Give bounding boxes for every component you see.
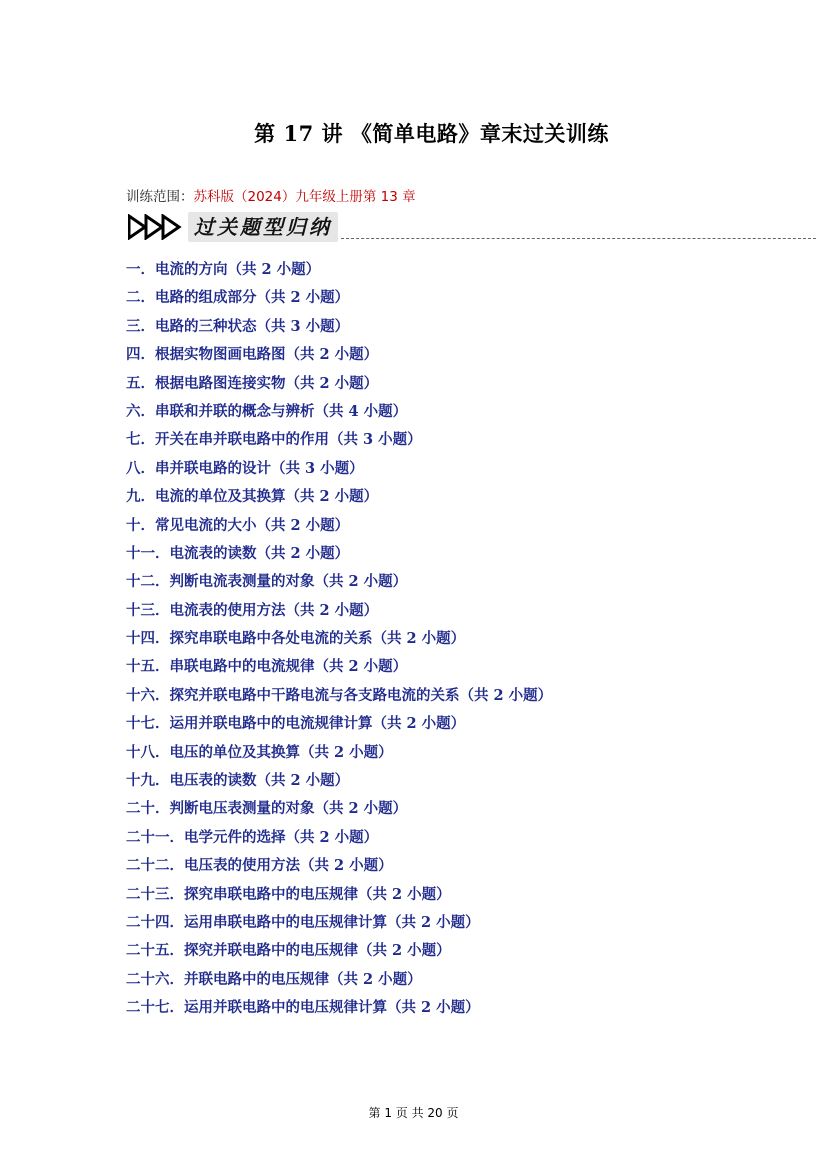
topic-item[interactable]: 二十一．电学元件的选择（共 2 小题） — [126, 828, 379, 846]
training-scope-value: 苏科版（2024）九年级上册第 13 章 — [193, 189, 416, 205]
topic-item[interactable]: 十一．电流表的读数（共 2 小题） — [126, 544, 350, 562]
training-scope-label: 训练范围： — [126, 189, 194, 205]
topic-item[interactable]: 二十五．探究并联电路中的电压规律（共 2 小题） — [126, 942, 451, 960]
topic-item[interactable]: 十九．电压表的读数（共 2 小题） — [126, 772, 350, 790]
topic-item[interactable]: 二十三．探究串联电路中的电压规律（共 2 小题） — [126, 885, 451, 903]
topic-item[interactable]: 二十．判断电压表测量的对象（共 2 小题） — [126, 800, 408, 818]
topic-item[interactable]: 二十六．并联电路中的电压规律（共 2 小题） — [126, 970, 422, 988]
topic-item[interactable]: 十四．探究串联电路中各处电流的关系（共 2 小题） — [126, 630, 466, 648]
topic-item[interactable]: 十．常见电流的大小（共 2 小题） — [126, 516, 350, 534]
topic-item[interactable]: 十三．电流表的使用方法（共 2 小题） — [126, 601, 379, 619]
training-scope — [126, 185, 416, 205]
banner-divider — [341, 238, 816, 239]
topic-item[interactable]: 四．根据实物图画电路图（共 2 小题） — [126, 346, 379, 364]
topic-item[interactable]: 十七．运用并联电路中的电流规律计算（共 2 小题） — [126, 715, 466, 733]
section-banner-title: 过关题型归纳 — [188, 212, 338, 242]
topic-item[interactable]: 十六．探究并联电路中干路电流与各支路电流的关系（共 2 小题） — [126, 686, 553, 704]
topic-item[interactable]: 九．电流的单位及其换算（共 2 小题） — [126, 488, 379, 506]
section-banner — [126, 208, 816, 244]
topic-item[interactable]: 六．串联和并联的概念与辨析（共 4 小题） — [126, 402, 408, 420]
page-footer: 第 1 页 共 20 页 — [368, 1106, 459, 1120]
topic-item[interactable]: 一．电流的方向（共 2 小题） — [126, 261, 321, 278]
topic-item[interactable]: 二．电路的组成部分（共 2 小题） — [126, 289, 350, 307]
topic-list — [126, 259, 552, 1026]
topic-item[interactable]: 七．开关在串并联电路中的作用（共 3 小题） — [126, 431, 422, 449]
topic-item[interactable]: 十二．判断电流表测量的对象（共 2 小题） — [126, 573, 408, 591]
topic-item[interactable]: 二十七．运用并联电路中的电压规律计算（共 2 小题） — [126, 999, 480, 1017]
topic-item[interactable]: 二十二．电压表的使用方法（共 2 小题） — [126, 857, 393, 875]
topic-item[interactable]: 二十四．运用串联电路中的电压规律计算（共 2 小题） — [126, 913, 480, 931]
triple-arrow-icon — [128, 214, 184, 240]
topic-item[interactable]: 十八．电压的单位及其换算（共 2 小题） — [126, 743, 393, 761]
topic-item[interactable]: 十五．串联电路中的电流规律（共 2 小题） — [126, 658, 408, 676]
topic-item[interactable]: 三．电路的三种状态（共 3 小题） — [126, 317, 350, 335]
document-title: 第 17 讲 《简单电路》章末过关训练 — [254, 121, 609, 146]
topic-item[interactable]: 五．根据电路图连接实物（共 2 小题） — [126, 374, 379, 392]
topic-item[interactable]: 八．串并联电路的设计（共 3 小题） — [126, 459, 364, 477]
